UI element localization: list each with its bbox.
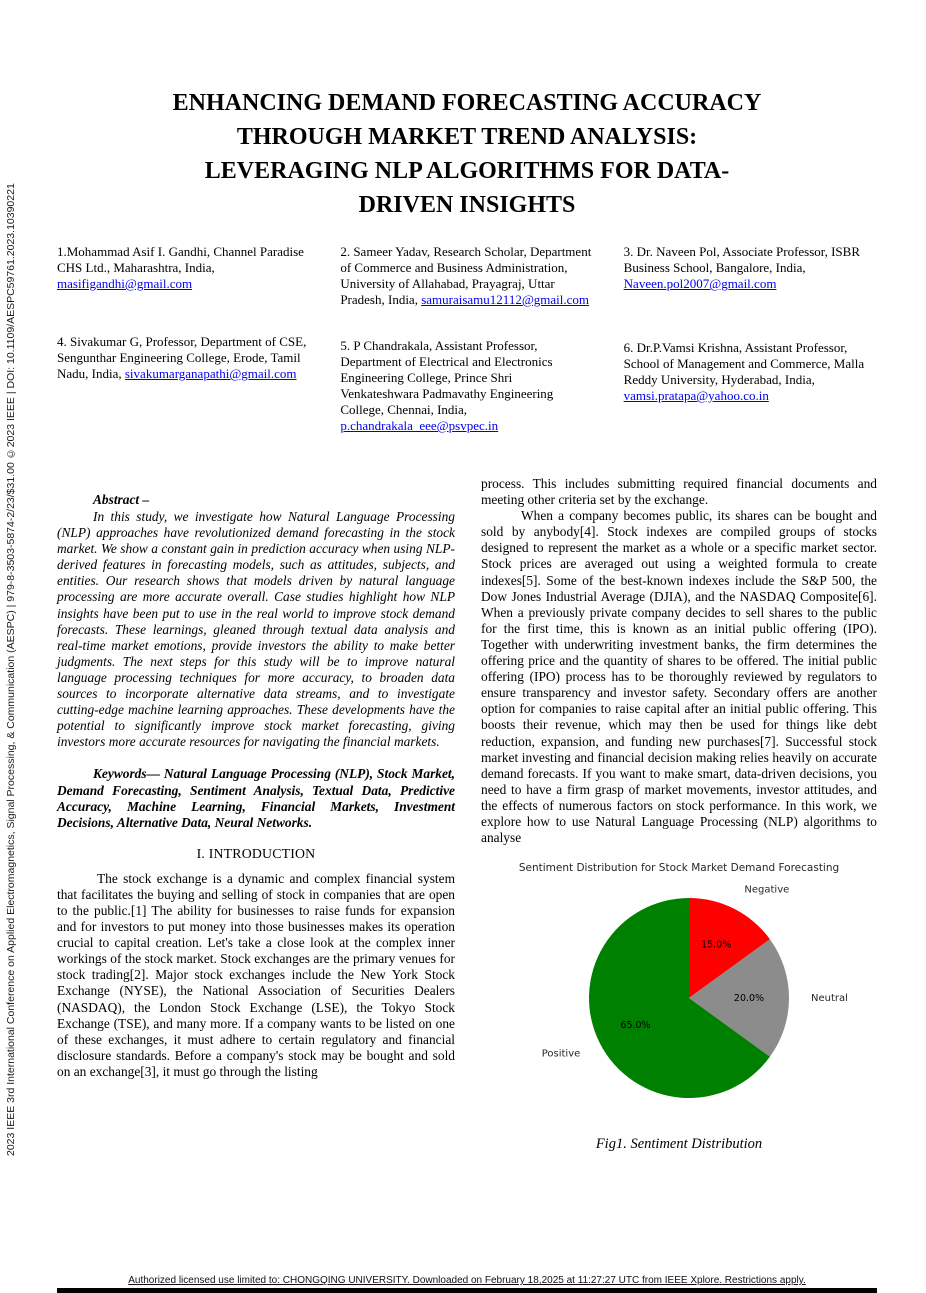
author-text: 4. Sivakumar G, Professor, Department of CSE, Sengunthar Engineering College, Erode, Tamil Nadu, India, [57,334,307,381]
introduction-paragraph: The stock exchange is a dynamic and complex financial system that facilitates the buying and selling of stock in companies that are open to the public.[1] The ability for businesses to raise funds for expansion and for investors to put money into those businesses makes its operation crucial to capital creation. Let's take a close look at the complex inner workings of the stock market. Stock exchanges are the primary venues for stock trading[2]. Major stock exchanges include the New York Stock Exchange (NYSE), the National Association of Securities Dealers (NASDAQ), the London Stock Exchange (LSE), the Tokyo Stock Exchange (TSE), and many more. If a company wants to be listed on one of these exchanges, it must adhere to certain regulatory and financial disclosure standards. Before a company's stock may be bought and sold on an exchange[3], it must go through the listing [57,870,455,1079]
figure-1 [481,862,877,1153]
author-block [340,244,591,308]
author-email-link[interactable]: p.chandrakala_eee@psvpec.in [340,418,499,433]
paper-title [78,86,856,222]
author-column-3 [624,244,875,464]
body-columns [57,476,877,1153]
title-line: LEVERAGING NLP ALGORITHMS FOR DATA- [204,158,730,184]
pie-label-negative: Negative [744,884,790,896]
author-text: 2. Sameer Yadav, Research Scholar, Department of Commerce and Business Administration, University of Allahabad, Prayagraj, Uttar Pradesh, India, [340,244,592,307]
body-paragraph-main: When a company becomes public, its shares can be bought and sold by anybody[4]. Stock indexes are compiled groups of stocks designed to represent the market as a whole or a specific market sector. Stock prices are averaged out using a weighted formula to create indexes[5]. Some of the best-known indexes include the S&P 500, the Dow Jones Industrial Average (DJIA), and the NASDAQ Composite[6]. When a previously private company decides to sell shares to the public for the first time, this is known as an initial public offering (IPO). Together with underwriting investment banks, the firm determines the offering price and the quantity of shares to be offered. The initial public offering (IPO) process has to be thoroughly reviewed by regulators to ensure transparency and investor safety. Secondary offers are another option for companies to raise capital after an initial public offering. This boosts their revenue, which may then be used for things like debt reduction, expansion, and funding new purchases[7]. Successful stock market investing and financial decision making relies heavily on accurate demand forecasts. If you want to make smart, data-driven decisions, you need to have a firm grasp of market movements, investor attitudes, and the effects of numerous factors on stock performance. In this work, we explore how to use Natural Language Processing (NLP) algorithms to analyse [481,508,877,846]
pie-percent-label: 20.0% [733,993,765,1005]
title-line: ENHANCING DEMAND FORECASTING ACCURACY [172,90,762,116]
figure-caption: Fig1. Sentiment Distribution [595,1136,763,1153]
footer-license-text: Authorized licensed use limited to: CHONGQING UNIVERSITY. Downloaded on February 18,2025 at 11:27:27 UTC from IEEE Xplore. Restrictions apply. [128,1275,806,1286]
abstract-text: In this study, we investigate how Natural Language Processing (NLP) approaches have revolutionized demand forecasting in the stock market. We show a constant gain in prediction accuracy when using NLP-derived features in forecasting models, such as attitudes, subjects, and entities. Our research shows that models driven by natural language processing are more accurate overall. Case studies highlight how NLP insights have been put to use in the real world to improve stock demand forecasts. These learnings, gleaned through textual data analysis and real-time market emotions, provide investors the ability to make better judgments. The next steps for this study will be to improve natural language processing techniques for more accuracy, to broaden data sources to incorporate alternative data streams, and to investigate cutting-edge machine learning approaches. These developments have the potential to significantly improve stock market forecasting, giving investors more accurate resources for navigating the financial markets. [57,509,455,750]
author-email-link[interactable]: samuraisamu12112@gmail.com [421,292,590,307]
pie-label-neutral: Neutral [811,993,848,1005]
pie-percent-label: 65.0% [620,1020,651,1032]
chart-title: Sentiment Distribution for Stock Market Demand Forecasting [518,862,840,875]
author-email-link[interactable]: masifigandhi@gmail.com [57,276,193,291]
keywords-text: Keywords— Natural Language Processing (NLP), Stock Market, Demand Forecasting, Sentiment Analysis, Textual Data, Predictive Accuracy, Machine Learning, Financial Markets, Investment Decisions, Alternative Data, Neural Networks. [57,766,455,830]
ieee-copyright-sidebar: 2023 IEEE 3rd International Conference on Applied Electromagnetics, Signal Processing, & Communication (AESPC) | 979-8-3503-5874-2/23/$31.00 ©2023 IEEE | DOI: 10.1109/AESPC59761.2023.10390221 [5,183,17,1157]
author-block [624,340,875,404]
title-line: DRIVEN INSIGHTS [358,192,576,218]
author-email-link[interactable]: sivakumarganapathi@gmail.com [124,366,297,381]
author-block [340,338,591,434]
author-block [57,244,308,292]
author-section [57,244,875,464]
author-column-1 [57,244,308,464]
author-block [624,244,875,292]
author-text: 6. Dr.P.Vamsi Krishna, Assistant Professor, School of Management and Commerce, Malla Reddy University, Hyderabad, India, [623,340,865,387]
title-line: THROUGH MARKET TREND ANALYSIS: [236,124,698,150]
author-text: 1.Mohammad Asif I. Gandhi, Channel Paradise CHS Ltd., Maharashtra, India, [57,244,304,275]
pie-label-positive: Positive [541,1048,581,1060]
abstract-heading: Abstract – [93,492,150,507]
bottom-bar [57,1288,877,1293]
author-column-2 [340,244,591,464]
sentiment-pie-chart [481,876,877,1122]
body-paragraph-continuation: process. This includes submitting required financial documents and meeting other criteria set by the exchange. [481,476,877,508]
section-heading-introduction: I. INTRODUCTION [196,845,316,861]
pie-percent-label: 15.0% [701,939,732,951]
author-block [57,334,308,382]
author-email-link[interactable]: Naveen.pol2007@gmail.com [623,276,777,291]
author-text: 5. P Chandrakala, Assistant Professor, Department of Electrical and Electronics Engineering College, Prince Shri Venkateshwara Padmavathy Engineering College, Chennai, India, [340,338,554,417]
left-column [57,476,455,1153]
author-text: 3. Dr. Naveen Pol, Associate Professor, ISBR Business School, Bangalore, India, [623,244,861,275]
author-email-link[interactable]: vamsi.pratapa@yahoo.co.in [623,388,769,403]
right-column [481,476,877,1153]
